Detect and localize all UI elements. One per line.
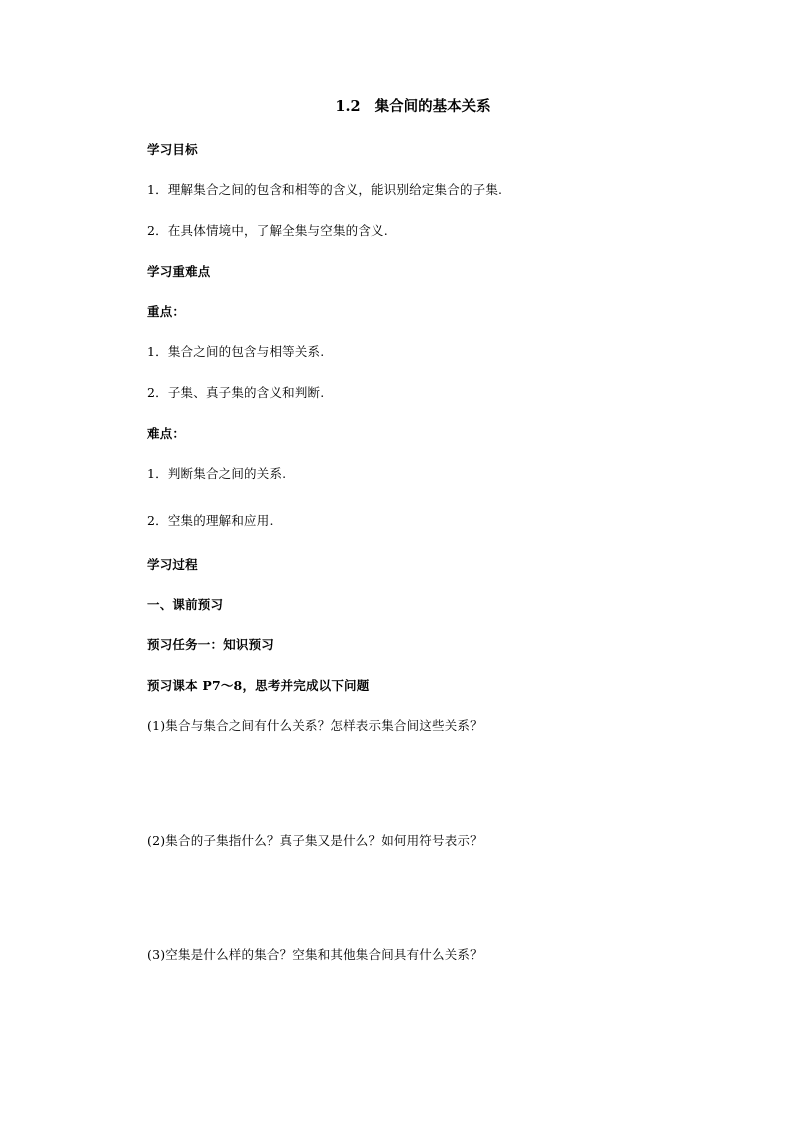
difficult-points-label: 难点： — [147, 426, 186, 441]
question-3: (3)空集是什么样的集合？空集和其他集合间具有什么关系？ — [147, 947, 483, 962]
key-point-item-2: 2．子集、真子集的含义和判断. — [147, 385, 325, 400]
goals-heading: 学习目标 — [147, 142, 198, 157]
page-title — [0, 98, 793, 116]
task-heading: 预习任务一：知识预习 — [147, 637, 275, 652]
key-points-label: 重点： — [147, 304, 186, 319]
preview-heading: 一、课前预习 — [147, 597, 224, 612]
goal-item-2: 2．在具体情境中，了解全集与空集的含义. — [147, 223, 388, 238]
title-text: 集合间的基本关系 — [374, 98, 491, 115]
question-2: (2)集合的子集指什么？真子集又是什么？如何用符号表示？ — [147, 833, 483, 848]
difficult-point-item-1: 1．判断集合之间的关系. — [147, 466, 287, 481]
difficult-point-item-2: 2．空集的理解和应用. — [147, 513, 274, 528]
goal-item-1: 1．理解集合之间的包含和相等的含义，能识别给定集合的子集. — [147, 182, 503, 197]
title-number: 1.2 — [335, 98, 361, 115]
key-difficult-heading: 学习重难点 — [147, 264, 211, 279]
key-point-item-1: 1．集合之间的包含与相等关系. — [147, 344, 325, 359]
task-instruction: 预习课本 P7～8，思考并完成以下问题 — [147, 678, 370, 693]
process-heading: 学习过程 — [147, 557, 198, 572]
question-1: (1)集合与集合之间有什么关系？怎样表示集合间这些关系？ — [147, 718, 483, 733]
